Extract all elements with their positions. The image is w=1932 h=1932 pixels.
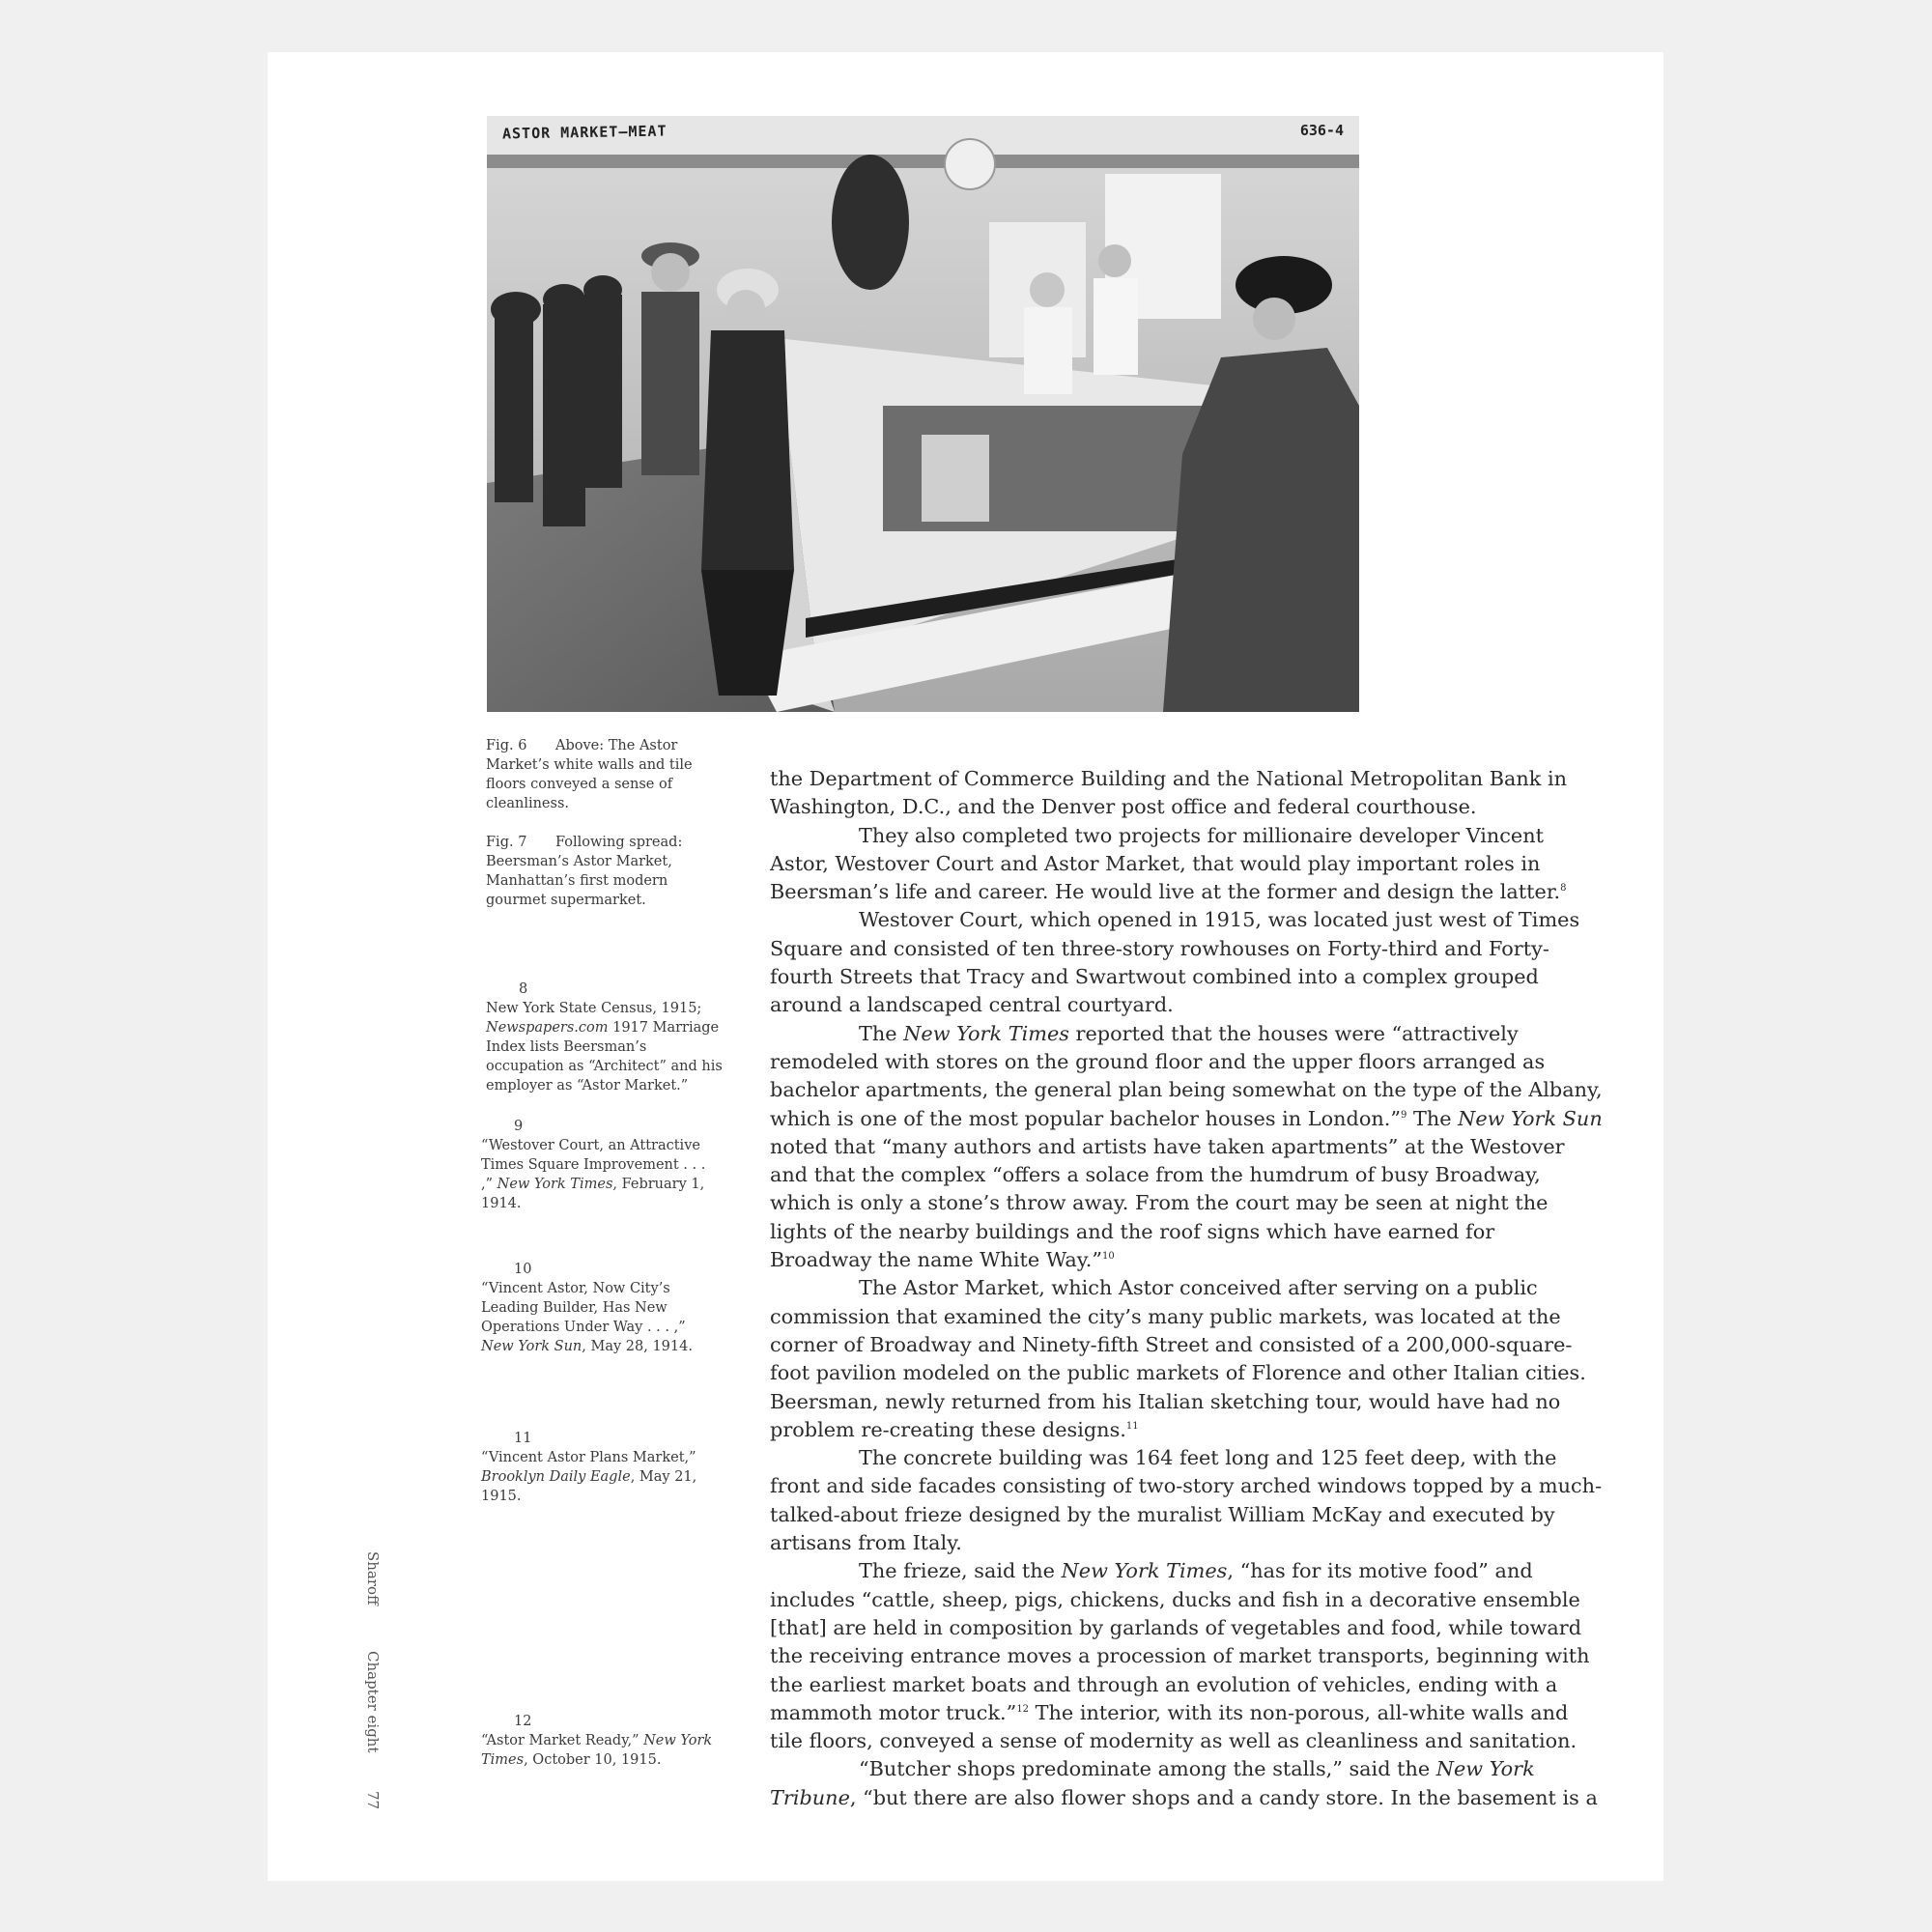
paragraph bbox=[770, 765, 1603, 822]
footnote-text: “Vincent Astor Plans Market,” bbox=[481, 1450, 696, 1465]
paragraph-text: “Butcher shops predominate among the stalls,” said the bbox=[859, 1757, 1436, 1781]
paragraph bbox=[770, 1557, 1603, 1755]
note-ref: 8 bbox=[1560, 883, 1567, 895]
running-head-author: Sharoff bbox=[364, 1551, 382, 1605]
photo-plate-number: 636-4 bbox=[1299, 122, 1344, 139]
footnote-title: New York Sun bbox=[481, 1339, 582, 1354]
note-ref: 12 bbox=[1016, 1703, 1030, 1715]
figure-caption-text: Above: The Astor Market’s white walls and tile floors conveyed a sense of cleanliness. bbox=[486, 738, 693, 811]
running-head-chapter: Chapter eight bbox=[364, 1651, 382, 1753]
paragraph bbox=[770, 822, 1603, 907]
paragraph-text: the Department of Commerce Building and the National Metropolitan Bank in Washington, D.C., and the Denver post office and federal courthouse. bbox=[770, 767, 1568, 819]
publication-title: New York Times bbox=[1061, 1559, 1228, 1583]
footnote-text: “Vincent Astor, Now City’s Leading Builder, Has New Operations Under Way . . . ,” bbox=[481, 1281, 686, 1335]
footnote-text: , May 28, 1914. bbox=[582, 1339, 693, 1354]
footnote-11 bbox=[481, 1429, 718, 1506]
footnote-number: 9 bbox=[514, 1119, 524, 1134]
paragraph-text: They also completed two projects for millionaire developer Vincent Astor, Westover Court and Astor Market, that would play important roles in Beersman’s life and career. He would live at the former and design the latter. bbox=[770, 823, 1561, 904]
footnote-text: , October 10, 1915. bbox=[524, 1752, 662, 1768]
photo-illustration bbox=[487, 116, 1359, 712]
footnote-title: Newspapers.com bbox=[486, 1020, 609, 1036]
body-text bbox=[770, 765, 1603, 1812]
footnote-text: New York State Census, 1915; bbox=[486, 1001, 702, 1016]
note-ref: 9 bbox=[1401, 1109, 1407, 1121]
book-page bbox=[268, 52, 1663, 1881]
footnote-text: , February 1, 1914. bbox=[481, 1177, 705, 1211]
paragraph-text: noted that “many authors and artists have taken apartments” at the Westover and that the complex “offers a solace from the humdrum of busy Broadway, which is only a stone’s throw away. From the court may be seen at night the lights of the nearby buildings and the roof signs which have earned for Broadway the name White Way.” bbox=[770, 1134, 1565, 1272]
footnote-number: 10 bbox=[514, 1262, 532, 1277]
figure-caption-text: Following spread: Beersman’s Astor Market, Manhattan’s first modern gourmet supermarket. bbox=[486, 835, 683, 908]
paragraph-text: The concrete building was 164 feet long and 125 feet deep, with the front and side facades consisting of two-story arched windows topped by a much-talked-about frieze designed by the muralist William McKay and executed by artisans from Italy. bbox=[770, 1446, 1603, 1555]
footnote-text: , May 21, 1915. bbox=[481, 1469, 697, 1504]
paragraph-text: reported that the houses were “attractively remodeled with stores on the ground floor and the upper floors arranged as bachelor apartments, the general plan being somewhat on the type of the Albany, which is one of the most popular bachelor houses in London.” bbox=[770, 1021, 1603, 1130]
footnote-9 bbox=[481, 1117, 718, 1213]
page-number: 77 bbox=[364, 1791, 382, 1810]
figure-label: Fig. 7 bbox=[486, 835, 527, 850]
paragraph-text: , “but there are also flower shops and a candy store. In the basement is a bbox=[849, 1785, 1598, 1809]
footnote-title: New York Times bbox=[481, 1733, 713, 1768]
footnote-text: 1917 Marriage Index lists Beersman’s occupation as “Architect” and his employer as “Astor Market.” bbox=[486, 1020, 723, 1094]
paragraph-text: The frieze, said the bbox=[859, 1559, 1062, 1583]
footnote-title: Brooklyn Daily Eagle bbox=[481, 1469, 631, 1485]
note-ref: 10 bbox=[1102, 1251, 1115, 1263]
paragraph bbox=[770, 1274, 1603, 1444]
publication-title: New York Sun bbox=[1458, 1106, 1603, 1130]
paragraph-text: Westover Court, which opened in 1915, was located just west of Times Square and consisted of ten three-story rowhouses on Forty-third and Forty-fourth Streets that Tracy and Swartwout combined into a complex grouped around a landscaped central courtyard. bbox=[770, 908, 1580, 1017]
paragraph-text: The bbox=[859, 1021, 904, 1045]
note-ref: 11 bbox=[1125, 1420, 1139, 1432]
footnote-10 bbox=[481, 1260, 718, 1356]
paragraph bbox=[770, 1755, 1603, 1812]
footnote-12 bbox=[481, 1712, 718, 1770]
paragraph-text: The interior, with its non-porous, all-white walls and tile floors, conveyed a sense of modernity as well as cleanliness and sanitation. bbox=[770, 1700, 1577, 1753]
footnote-number: 12 bbox=[514, 1714, 532, 1729]
paragraph-text: The bbox=[1406, 1106, 1459, 1130]
footnote-number: 8 bbox=[519, 981, 528, 997]
figure-caption-6 bbox=[486, 736, 723, 813]
paragraph bbox=[770, 1020, 1603, 1275]
publication-title: New York Tribune bbox=[770, 1757, 1535, 1809]
paragraph-text: The Astor Market, which Astor conceived after serving on a public commission that examined the city’s many public markets, was located at the corner of Broadway and Ninety-fifth Street and consisted of a 200,000-square-foot pavilion modeled on the public markets of Florence and other Italian cities. Beersman, newly returned from his Italian sketching tour, would have had no problem re-creating these designs. bbox=[770, 1276, 1586, 1441]
footnote-text: “Westover Court, an Attractive Times Square Improvement . . . ,” bbox=[481, 1138, 706, 1192]
photo-inscription: ASTOR MARKET–MEAT bbox=[501, 122, 668, 143]
footnote-title: New York Times bbox=[497, 1177, 613, 1192]
figure-caption-7 bbox=[486, 833, 723, 910]
footnote-text: “Astor Market Ready,” bbox=[481, 1733, 644, 1748]
figure-label: Fig. 6 bbox=[486, 738, 527, 753]
publication-title: New York Times bbox=[903, 1021, 1069, 1045]
footnote-number: 11 bbox=[514, 1431, 532, 1446]
footnote-8 bbox=[486, 980, 723, 1095]
paragraph-text: , “has for its motive food” and includes “cattle, sheep, pigs, chickens, ducks and fish in a decorative ensemble [that] are held in composition by garlands of vegetables and food, while toward the receiving entrance moves a procession of market transports, beginning with the earliest market boats and through an evolution of vehicles, ending with a mammoth motor truck.” bbox=[770, 1559, 1590, 1724]
paragraph bbox=[770, 1444, 1603, 1557]
paragraph bbox=[770, 906, 1603, 1019]
astor-market-photograph bbox=[487, 116, 1359, 712]
